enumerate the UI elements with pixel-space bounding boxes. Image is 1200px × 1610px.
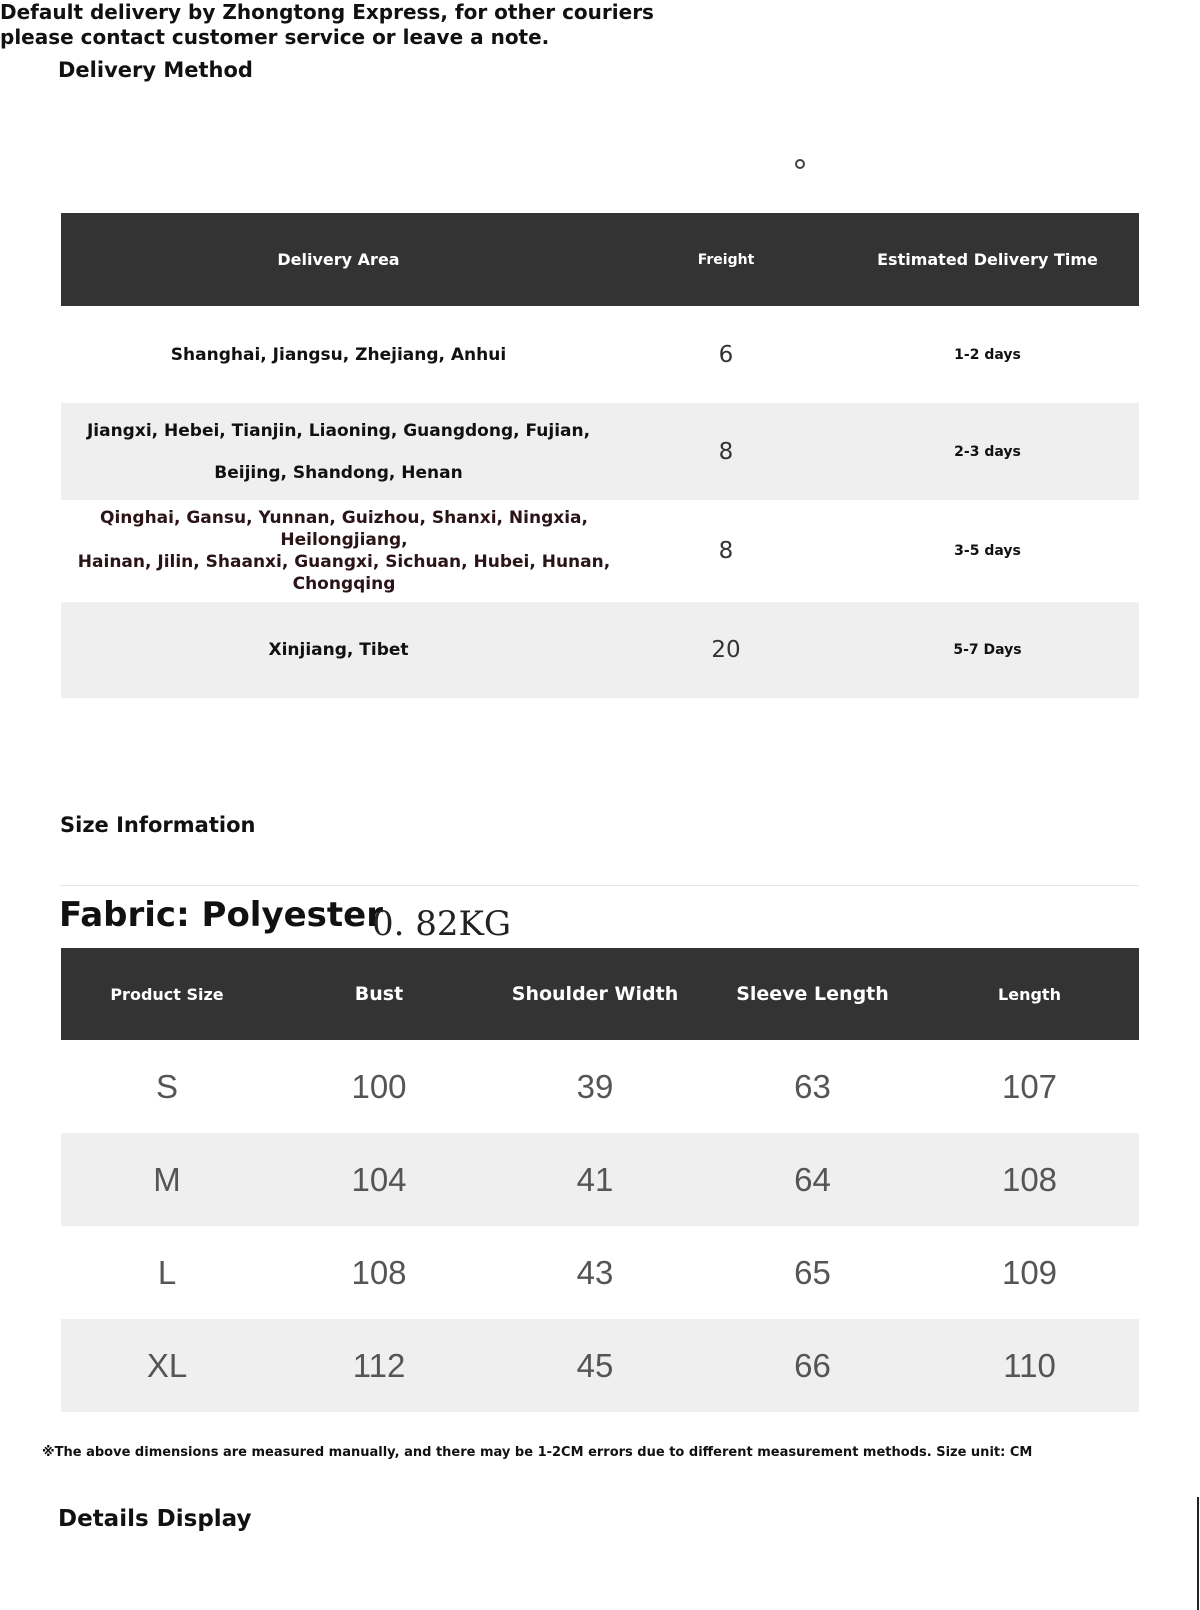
table-row (61, 403, 1139, 500)
delivery-area-cell: Jiangxi, Hebei, Tianjin, Liaoning, Guangdong, Fujian, Beijing, Shandong, Henan (61, 403, 616, 500)
size-table (61, 948, 1139, 1412)
table-row (61, 1133, 1139, 1226)
size-cell: L (61, 1226, 273, 1319)
freight-cell: 6 (616, 306, 836, 403)
bust-cell: 100 (273, 1040, 485, 1133)
length-cell: 110 (920, 1319, 1139, 1412)
delivery-time-cell: 3-5 days (836, 500, 1139, 602)
delivery-table-header (61, 213, 1139, 306)
delivery-area-cell: Qinghai, Gansu, Yunnan, Guizhou, Shanxi, Ningxia, Heilongjiang, Hainan, Jilin, Shaanxi, Guangxi, Sichuan, Hubei, Hunan, Chongqing (61, 500, 616, 602)
freight-cell: 20 (616, 602, 836, 698)
size-footnote: ※The above dimensions are measured manually, and there may be 1-2CM errors due to different measurement methods. Size unit: CM (42, 1445, 1033, 1460)
col-sleeve-length: Sleeve Length (705, 948, 920, 1040)
size-information-heading: Size Information (60, 813, 256, 837)
delivery-area-cell: Shanghai, Jiangsu, Zhejiang, Anhui (61, 306, 616, 403)
sleeve-cell: 65 (705, 1226, 920, 1319)
delivery-time-cell: 1-2 days (836, 306, 1139, 403)
bust-cell: 112 (273, 1319, 485, 1412)
table-row (61, 1226, 1139, 1319)
edge-line (1197, 1497, 1199, 1610)
delivery-method-heading: Delivery Method (58, 58, 253, 82)
shoulder-cell: 41 (485, 1133, 705, 1226)
sleeve-cell: 64 (705, 1133, 920, 1226)
sleeve-cell: 63 (705, 1040, 920, 1133)
size-table-header (61, 948, 1139, 1040)
size-cell: M (61, 1133, 273, 1226)
freight-cell: 8 (616, 500, 836, 602)
col-delivery-area: Delivery Area (61, 213, 616, 306)
table-row (61, 1319, 1139, 1412)
length-cell: 108 (920, 1133, 1139, 1226)
delivery-time-cell: 5-7 Days (836, 602, 1139, 698)
table-row (61, 1040, 1139, 1133)
col-shoulder-width: Shoulder Width (485, 948, 705, 1040)
size-cell: S (61, 1040, 273, 1133)
delivery-table (61, 213, 1139, 698)
col-freight: Freight (616, 213, 836, 306)
delivery-area-cell: Xinjiang, Tibet (61, 602, 616, 698)
freight-cell: 8 (616, 403, 836, 500)
divider (60, 885, 1139, 886)
sleeve-cell: 66 (705, 1319, 920, 1412)
bust-cell: 104 (273, 1133, 485, 1226)
col-bust: Bust (273, 948, 485, 1040)
details-display-heading: Details Display (58, 1506, 252, 1532)
col-delivery-time: Estimated Delivery Time (836, 213, 1139, 306)
col-length: Length (920, 948, 1139, 1040)
length-cell: 107 (920, 1040, 1139, 1133)
weight-label: 0. 82KG (372, 904, 512, 944)
shoulder-cell: 39 (485, 1040, 705, 1133)
bust-cell: 108 (273, 1226, 485, 1319)
length-cell: 109 (920, 1226, 1139, 1319)
dot-mark (795, 159, 805, 169)
delivery-note: Default delivery by Zhongtong Express, for other couriers please contact customer service or leave a note. (0, 0, 654, 49)
delivery-time-cell: 2-3 days (836, 403, 1139, 500)
table-row (61, 500, 1139, 602)
size-cell: XL (61, 1319, 273, 1412)
fabric-label: Fabric: Polyester (59, 895, 383, 935)
shoulder-cell: 43 (485, 1226, 705, 1319)
table-row (61, 602, 1139, 698)
col-product-size: Product Size (61, 948, 273, 1040)
shoulder-cell: 45 (485, 1319, 705, 1412)
table-row (61, 306, 1139, 403)
